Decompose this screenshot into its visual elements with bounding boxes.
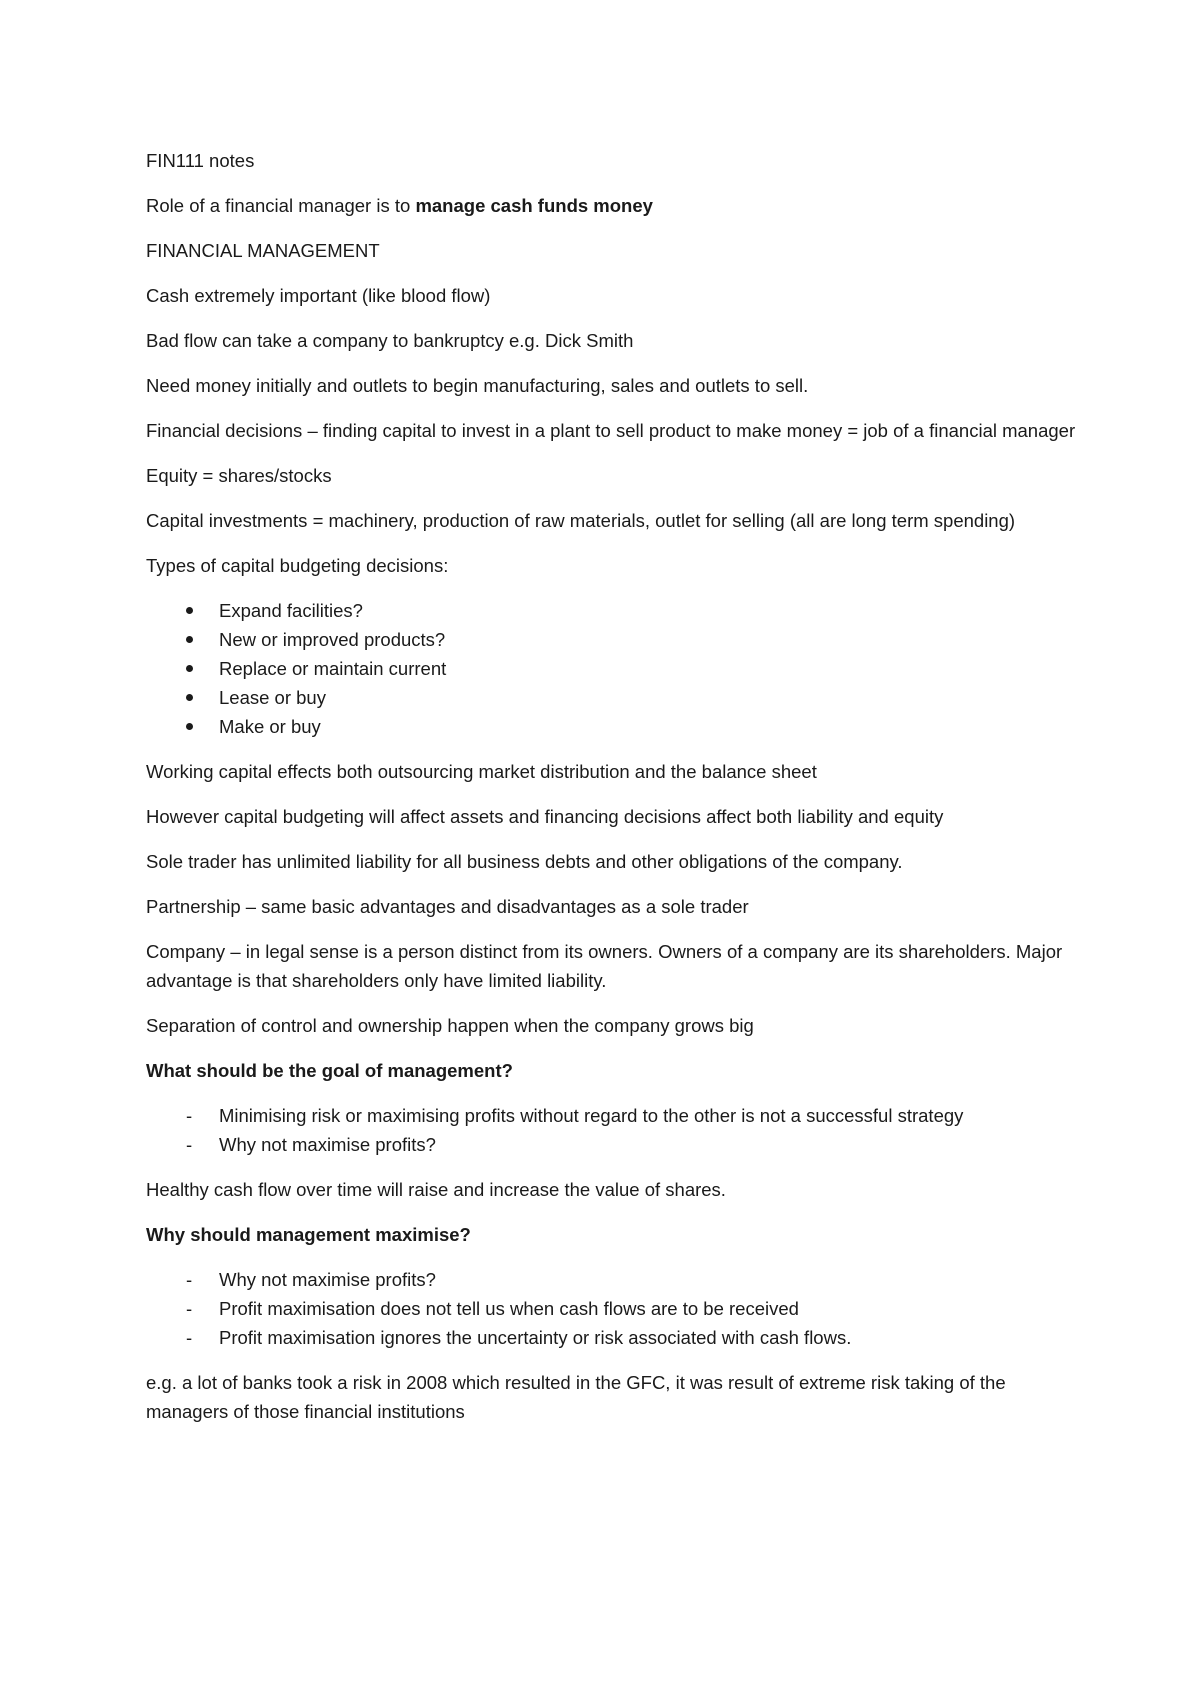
note-line: Healthy cash flow over time will raise and increase the value of shares.	[146, 1179, 726, 1200]
note-line: Financial decisions – finding capital to invest in a plant to sell product to make money = job of a financial manager	[146, 420, 1076, 441]
list-item	[146, 1265, 1076, 1294]
closing-line: e.g. a lot of banks took a risk in 2008 which resulted in the GFC, it was result of extreme risk taking of the managers of those financial institutions	[146, 1372, 1006, 1422]
list-item	[146, 1101, 1076, 1130]
role-line	[146, 191, 1076, 220]
list-item-text: Expand facilities?	[219, 600, 363, 621]
document-body	[146, 146, 1076, 1442]
note-line: Working capital effects both outsourcing market distribution and the balance sheet	[146, 761, 817, 782]
note-line: Company – in legal sense is a person distinct from its owners. Owners of a company are its shareholders. Major advantage is that shareholders only have limited liability.	[146, 941, 1063, 991]
list-item-text: Lease or buy	[219, 687, 326, 708]
bullet-icon	[186, 683, 206, 712]
list-item-text: New or improved products?	[219, 629, 446, 650]
bullet-icon	[186, 596, 206, 625]
note-line: Bad flow can take a company to bankruptcy e.g. Dick Smith	[146, 330, 634, 351]
note-line: Separation of control and ownership happen when the company grows big	[146, 1015, 754, 1036]
list-item-text: Why not maximise profits?	[219, 1134, 436, 1155]
dash-marker: -	[186, 1298, 193, 1319]
dash-marker: -	[186, 1269, 193, 1290]
list-item	[146, 625, 1076, 654]
note-line: Need money initially and outlets to begin manufacturing, sales and outlets to sell.	[146, 375, 809, 396]
list-item-text: Minimising risk or maximising profits without regard to the other is not a successful strategy	[219, 1105, 964, 1126]
goal-heading: What should be the goal of management?	[146, 1060, 513, 1081]
dash-marker: -	[186, 1327, 193, 1348]
list-item-text: Profit maximisation ignores the uncertainty or risk associated with cash flows.	[219, 1327, 852, 1348]
dash-marker: -	[186, 1105, 193, 1126]
bullet-icon	[186, 625, 206, 654]
list-item	[146, 1130, 1076, 1159]
list-item	[146, 1323, 1076, 1352]
list-item-text: Make or buy	[219, 716, 321, 737]
list-item-text: Replace or maintain current	[219, 658, 447, 679]
note-line: Sole trader has unlimited liability for all business debts and other obligations of the company.	[146, 851, 903, 872]
note-line: Cash extremely important (like blood flow)	[146, 285, 491, 306]
document-title: FIN111 notes	[146, 150, 255, 171]
role-emphasis: manage cash funds money	[415, 195, 653, 216]
list-item-text: Profit maximisation does not tell us when cash flows are to be received	[219, 1298, 799, 1319]
goal-list	[146, 1101, 1076, 1159]
note-line: Partnership – same basic advantages and disadvantages as a sole trader	[146, 896, 749, 917]
bullet-icon	[186, 712, 206, 741]
list-item	[146, 712, 1076, 741]
list-item	[146, 596, 1076, 625]
list-item	[146, 683, 1076, 712]
note-line: Equity = shares/stocks	[146, 465, 332, 486]
dash-marker: -	[186, 1134, 193, 1155]
maximise-heading: Why should management maximise?	[146, 1224, 471, 1245]
note-line: Types of capital budgeting decisions:	[146, 555, 449, 576]
list-item-text: Why not maximise profits?	[219, 1269, 436, 1290]
list-item	[146, 654, 1076, 683]
maximise-list	[146, 1265, 1076, 1352]
role-text: Role of a financial manager is to	[146, 195, 416, 216]
note-line: Capital investments = machinery, production of raw materials, outlet for selling (all are long term spending)	[146, 510, 1016, 531]
section-heading: FINANCIAL MANAGEMENT	[146, 240, 380, 261]
note-line: However capital budgeting will affect assets and financing decisions affect both liability and equity	[146, 806, 944, 827]
list-item	[146, 1294, 1076, 1323]
bullet-icon	[186, 654, 206, 683]
budgeting-list	[146, 596, 1076, 741]
